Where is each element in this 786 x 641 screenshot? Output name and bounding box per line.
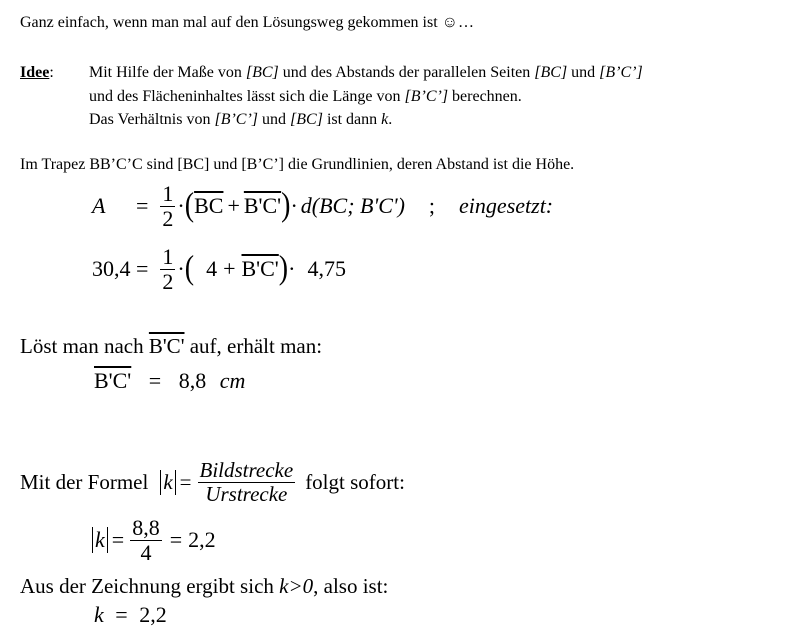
idee-text: und des Flächeninhaltes lässt sich die Länge von — [89, 88, 405, 105]
idee-text: Das Verhältnis von — [89, 111, 215, 128]
eq2-b-c-prime: B'C' — [241, 256, 279, 281]
final-value: 2,2 — [139, 602, 167, 627]
equation-substituted — [92, 243, 346, 295]
idee-line-1 — [89, 64, 643, 82]
kcalc-equals2: = — [169, 527, 183, 552]
eq1-rparen: ) — [281, 186, 291, 224]
eq1-eingesetzt: eingesetzt: — [459, 193, 554, 218]
formel-post: folgt sofort: — [305, 469, 405, 494]
eq1-fraction — [160, 182, 175, 229]
eq2-lparen: ( — [184, 249, 195, 287]
idee-text: und — [258, 111, 291, 128]
kcalc-equals: = — [111, 527, 125, 552]
loest-post: auf, erhält man: — [184, 334, 323, 358]
eq2-lhs: 30,4 — [92, 256, 131, 281]
segment-b-c-prime: [B’C’] — [404, 88, 449, 105]
idee-text: Mit Hilfe der Maße von — [89, 64, 246, 81]
eq1-bc: $\overline{BC}$ — [194, 193, 224, 218]
zeichnung-post: , also ist: — [313, 574, 389, 598]
k-calculation — [92, 512, 216, 568]
idee-text: und des Abstands der parallelen Seiten — [278, 64, 535, 81]
eq1-d: d — [300, 193, 312, 218]
formel-equals: = — [179, 469, 192, 494]
final-result — [94, 602, 167, 628]
eq1-equals: = — [136, 193, 149, 218]
final-k: k — [94, 602, 104, 627]
zeichnung-pre: Aus der Zeichnung ergibt sich — [20, 574, 280, 598]
eq1-num: 1 — [162, 181, 174, 207]
result1-equals: = — [148, 368, 162, 393]
result1-value: 8,8 — [178, 368, 207, 393]
idee-colon: : — [49, 64, 54, 81]
formel-abs-k: k — [160, 470, 175, 495]
eq1-den: 2 — [162, 205, 174, 231]
idee-text: . — [388, 111, 393, 128]
segment-b-c-prime: [B’C’] — [599, 64, 643, 81]
eq2-height: 4,75 — [307, 256, 346, 281]
eq1-plus: + — [227, 193, 240, 218]
idee-label-wrap — [20, 64, 54, 82]
equation-area-formula — [92, 180, 553, 232]
eq2-den: 2 — [162, 268, 174, 294]
result-b-c-prime — [94, 368, 245, 394]
idee-text: ist dann — [322, 111, 382, 128]
eq2-dot2: · — [288, 256, 296, 281]
eq2-rparen: ) — [278, 249, 289, 287]
segment-bc: [BC] — [245, 64, 279, 81]
eq1-lparen: ( — [184, 186, 195, 224]
result1-var: B'C' — [94, 368, 132, 393]
eq2-equals: = — [136, 256, 149, 281]
idee-text: berechnen. — [448, 88, 522, 105]
kcalc-num: 8,8 — [132, 515, 160, 541]
formel-den: Urstrecke — [205, 481, 288, 506]
variable-k: k — [381, 111, 389, 128]
intro-text: Ganz einfach, wenn man mal auf den Lösungsweg gekommen ist ☺… — [20, 14, 474, 31]
kcalc-value: 2,2 — [188, 527, 216, 552]
zeichnung-line — [20, 574, 388, 599]
idee-line-3 — [89, 111, 392, 129]
kcalc-abs-k: k — [92, 527, 108, 553]
loest-pre: Löst man nach — [20, 334, 149, 358]
eq2-num: 1 — [162, 244, 174, 270]
eq1-dot: · — [177, 193, 185, 218]
eq1-dot2: · — [290, 193, 298, 218]
eq2-fraction — [160, 245, 175, 292]
formel-num: Bildstrecke — [199, 458, 294, 483]
loest-var: B'C' — [148, 334, 185, 358]
formel-pre: Mit der Formel — [20, 469, 149, 494]
idee-label: Idee — [20, 64, 50, 81]
eq1-d-arg: (BC; B'C') — [311, 193, 405, 218]
zeichnung-condition: k>0 — [279, 574, 314, 598]
loest-line — [20, 334, 322, 359]
segment-b-c-prime: [B’C’] — [214, 111, 259, 128]
eq2-dot: · — [177, 256, 185, 281]
eq2-plus: + — [223, 256, 236, 281]
eq1-lhs: A — [92, 193, 106, 218]
trapez-text: Im Trapez BB’C’C sind [BC] und [B’C’] die Grundlinien, deren Abstand ist die Höhe. — [20, 156, 575, 173]
eq1-b-c-prime: B'C' — [243, 193, 282, 218]
idee-line-2 — [89, 88, 522, 106]
kcalc-den: 4 — [140, 539, 152, 565]
result1-unit: cm — [219, 368, 246, 393]
final-equals: = — [115, 602, 128, 627]
segment-bc: [BC] — [534, 64, 568, 81]
formel-line — [20, 452, 405, 512]
eq1-semicolon: ; — [428, 193, 436, 218]
segment-bc: [BC] — [290, 111, 323, 128]
formel-fraction — [198, 459, 296, 504]
eq2-four: 4 — [206, 256, 218, 281]
idee-text: und — [567, 64, 600, 81]
kcalc-fraction — [130, 516, 162, 563]
